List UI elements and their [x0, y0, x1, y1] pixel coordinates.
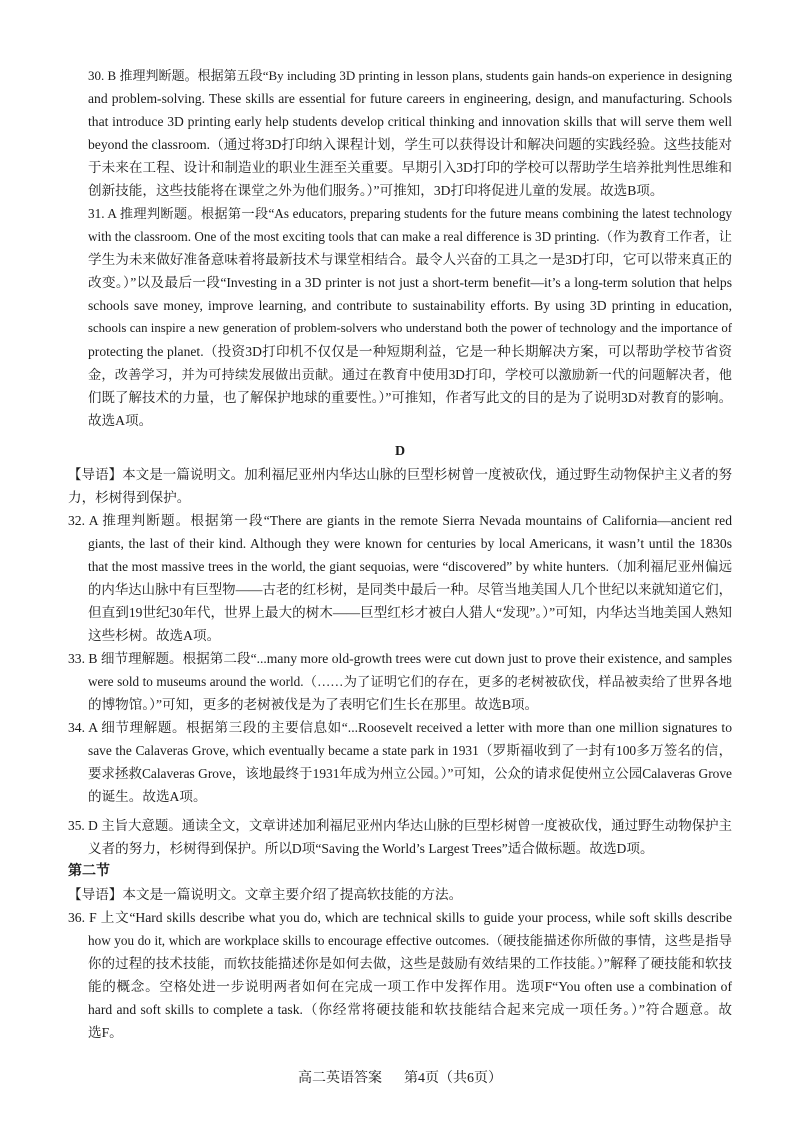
text-line: schools save money, improve learning, and contribute to sustainability efforts. By using 3D printing in education,: [88, 298, 732, 313]
text-line: 创新技能，这些技能将在课堂之外为他们服务。）”可推知，3D打印将促进儿童的发展。故选B项。: [88, 183, 664, 198]
text-line: 能的概念。空格处进一步说明两者如何在完成一项工作中发挥作用。选项F“You often use a combination of: [88, 979, 732, 994]
answer-document: [68, 64, 732, 1044]
answer-letter: A: [88, 513, 98, 528]
text-line: schools can inspire a new generation of problem-solvers who understand both the power of technology and the importance of: [88, 321, 732, 335]
question-32: [68, 509, 732, 647]
text-line: hard and soft skills to complete a task.（你经常将硬技能和软技能结合起来完成一项任务。）”符合题意。故: [88, 1002, 732, 1017]
question-number: 32.: [68, 513, 85, 528]
text-line: how you do it, which are workplace skills to encourage effective outcomes.（硬技能描述你所做的事情，这些是指导: [88, 933, 732, 948]
line-text: 细节理解题。根据第三段的主要信息如“...Roosevelt received a letter with more than one million signatures to: [101, 720, 732, 735]
question-36: [68, 906, 732, 1044]
line-text: 上文“Hard skills describe what you do, which are technical skills to guide your process, while soft skills describe: [100, 910, 733, 925]
question-34: [68, 716, 732, 808]
text-line: 你的过程的技术技能，而软技能描述你是如何去做，这些是鼓励有效结果的工作技能。）”解释了硬技能和软技: [88, 956, 732, 971]
text-line: 的博物馆。）”可知，更多的老树被伐是为了表明它们生长在那里。故选B项。: [88, 697, 539, 712]
text-line: 学生为未来做好准备意味着将最新技术与课堂相结合。最令人兴奋的工具之一是3D打印，它可以带来真正的: [88, 252, 732, 267]
line-text: 本文是一篇说明文。文章主要介绍了提高软技能的方法。: [122, 887, 463, 902]
text-line: 这些杉树。故选A项。: [88, 628, 221, 643]
text-line: [88, 64, 732, 87]
passage-heading: D: [394, 444, 406, 459]
text-line: 选F。: [88, 1025, 123, 1040]
answer-letter: F: [89, 910, 97, 925]
answer-letter: D: [88, 818, 98, 833]
text-line: [68, 883, 732, 906]
text-line: 于未来在工程、设计和制造业的职业生涯至关重要。早期引入3D打印的学校可以帮助学生培养批判性思维和: [88, 160, 732, 175]
text-line: 要求拯救Calaveras Grove，该地最终于1931年成为州立公园。）”可知，公众的请求促使州立公园Calaveras Grove: [88, 766, 732, 781]
footer-page-number: 第4页（共6页）: [404, 1071, 502, 1086]
text-line: giants, the last of their kind. Although they were known for centuries by local Americans, it wasn’t until the 1830s: [88, 536, 732, 551]
text-line: were sold to museums around the world.（……为了证明它们的存在，更多的老树被砍伐，样品被卖给了世界各地: [88, 674, 732, 689]
text-line: that introduce 3D printing early help students develop critical thinking and innovation skills that will serve them well: [88, 114, 732, 129]
intro-label: 【导语】: [68, 467, 123, 482]
text-line: 改变。）”以及最后一段“Investing in a 3D printer is not just a short-term benefit—it’s a long-term solution that helps: [88, 275, 732, 290]
answer-letter: B: [107, 68, 117, 83]
text-line: that the most massive trees in the world, the giant sequoias, were “discovered” by white hunters.（加利福尼亚州偏远: [88, 559, 732, 574]
text-line: 的内华达山脉中有巨型物——古老的红杉树，是同类中最后一种。尽管当地美国人几个世纪以来就知道它们，: [88, 582, 732, 597]
page-footer: [0, 1068, 800, 1090]
line-text: 推理判断题。根据第一段“There are giants in the remote Sierra Nevada mountains of California—ancient red: [102, 513, 732, 528]
text-line: [68, 814, 732, 837]
question-number: 31.: [88, 206, 105, 221]
answer-letter: A: [107, 206, 117, 221]
text-line: [88, 202, 732, 225]
text-line: 的诞生。故选A项。: [88, 789, 207, 804]
text-line: save the Calaveras Grove, which eventually became a state park in 1931（罗斯福收到了一封有100多万签名的信，: [88, 743, 732, 758]
line-text: 主旨大意题。通读全文，文章讲述加利福尼亚州内华达山脉的巨型杉树曾一度被砍伐，通过野生动物保护主: [101, 818, 732, 833]
text-line: [68, 647, 732, 670]
section-title: 第二节: [68, 864, 110, 879]
footer-subject: 高二英语答案: [298, 1071, 382, 1086]
text-line: and problem-solving. These skills are essential for future careers in engineering, design, and manufacturing. Schools: [88, 91, 732, 106]
text-line: 故选A项。: [88, 413, 153, 428]
passage-intro: [68, 463, 732, 509]
text-line: 力，杉树得到保护。: [68, 490, 191, 505]
text-line: [68, 906, 732, 929]
question-number: 34.: [68, 720, 85, 735]
text-line: [68, 509, 732, 532]
answer-letter: B: [88, 651, 98, 666]
intro-label: 【导语】: [68, 887, 123, 902]
text-line: beyond the classroom.（通过将3D打印纳入课程计划，学生可以获得设计和解决问题的实践经验。这些技能对: [88, 137, 732, 152]
question-30: [68, 64, 732, 202]
question-number: 33.: [68, 651, 85, 666]
answer-letter: A: [88, 720, 98, 735]
question-35: [68, 814, 732, 860]
text-line: 但直到19世纪30年代，世界上最大的树木——巨型红杉才被白人猎人“发现”。）”可知，内华达当地美国人熟知: [88, 605, 732, 620]
text-line: [68, 716, 732, 739]
question-31: [68, 202, 732, 432]
line-text: 推理判断题。根据第五段“By including 3D printing in lesson plans, students gain hands-on experience in designing: [119, 68, 733, 83]
question-number: 35.: [68, 818, 85, 833]
line-text: 细节理解题。根据第二段“...many more old-growth trees were cut down just to prove their existence, and samples: [100, 651, 733, 666]
question-number: 36.: [68, 910, 85, 925]
section-intro: [68, 883, 732, 906]
question-33: [68, 647, 732, 716]
text-line: with the classroom. One of the most exciting tools that can make a real difference is 3D printing.（作为教育工作者，让: [88, 229, 732, 244]
text-line: 金，改善学习，并为可持续发展做出贡献。通过在教育中使用3D打印，学校可以激励新一代的问题解决者，他: [88, 367, 732, 382]
text-line: 们既了解技术的力量，也了解保护地球的重要性。）”可推知，作者写此文的目的是为了说明3D对教育的影响。: [88, 390, 732, 405]
text-line: 义者的努力，杉树得到保护。所以D项“Saving the World’s Largest Trees”适合做标题。故选D项。: [88, 841, 654, 856]
text-line: protecting the planet.（投资3D打印机不仅仅是一种短期利益，它是一种长期解决方案，可以帮助学校节省资: [88, 344, 732, 359]
line-text: 本文是一篇说明文。加利福尼亚州内华达山脉的巨型杉树曾一度被砍伐，通过野生动物保护主义者的努: [122, 467, 732, 482]
question-number: 30.: [88, 68, 105, 83]
text-line: [68, 463, 732, 486]
line-text: 推理判断题。根据第一段“As educators, preparing students for the future means combining the latest technology: [119, 206, 733, 221]
